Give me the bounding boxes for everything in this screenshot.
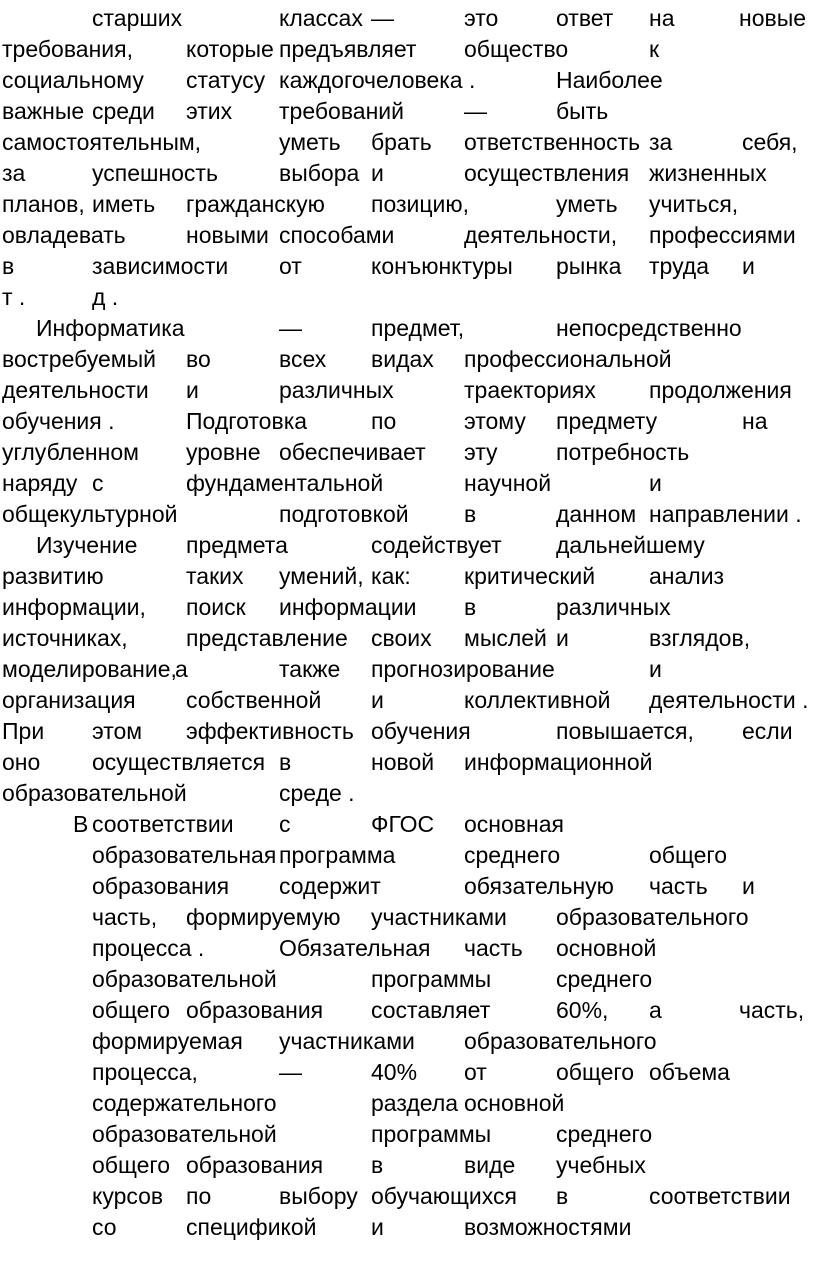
word: 40% — [371, 1059, 418, 1085]
word: составляет — [371, 997, 491, 1023]
text-line — [0, 282, 816, 313]
word: этому — [464, 408, 526, 434]
word: и — [186, 377, 199, 403]
word: новой — [371, 749, 435, 775]
word: в — [371, 1152, 384, 1178]
text-line — [0, 747, 816, 778]
word: источниках, — [2, 625, 128, 651]
word: новые — [739, 5, 807, 31]
word: участниками — [279, 1028, 415, 1054]
word: в — [464, 501, 477, 527]
text-line — [0, 530, 816, 561]
word: важные — [2, 98, 85, 124]
word: процесса, — [92, 1059, 198, 1085]
word: среде . — [279, 780, 355, 806]
word: и — [742, 253, 755, 279]
word: способами — [279, 222, 395, 248]
text-line — [0, 840, 816, 871]
word: старших — [92, 5, 183, 31]
text-line — [0, 1119, 816, 1150]
word: в — [464, 594, 477, 620]
word: с — [279, 811, 291, 837]
word: эффективность — [186, 718, 354, 744]
word: Обязательная — [279, 935, 431, 961]
word: поиск — [186, 594, 246, 620]
word: на — [742, 408, 768, 434]
text-line — [0, 251, 816, 282]
text-line — [0, 1212, 816, 1243]
word: — — [464, 98, 487, 124]
word: общего — [649, 842, 728, 868]
text-line — [0, 964, 816, 995]
word: во — [186, 346, 211, 372]
word: раздела — [371, 1090, 459, 1116]
word: обязательную — [464, 873, 614, 899]
word: — — [371, 5, 394, 31]
text-line — [0, 871, 816, 902]
word: от — [279, 253, 302, 279]
text-line — [0, 778, 816, 809]
word: по — [371, 408, 397, 434]
word: гражданскую — [186, 191, 325, 217]
word: предмета — [186, 532, 288, 558]
word: и — [371, 1214, 384, 1240]
word: потребность — [556, 439, 690, 465]
word: уровне — [186, 439, 261, 465]
word: от — [464, 1059, 487, 1085]
word: различных — [556, 594, 671, 620]
word: образовательной — [92, 1121, 277, 1147]
word: всех — [279, 346, 327, 372]
word: со — [92, 1214, 117, 1240]
word: классах — [279, 5, 363, 31]
word: и — [649, 656, 662, 682]
text-line — [0, 65, 816, 96]
word: обеспечивает — [279, 439, 426, 465]
word: в — [279, 749, 292, 775]
word: себя, — [742, 129, 798, 155]
word: общего — [556, 1059, 635, 1085]
word: подготовкой — [279, 501, 409, 527]
text-line — [0, 623, 816, 654]
word: часть, — [739, 997, 805, 1023]
text-line — [0, 592, 816, 623]
word: соответствии — [92, 811, 234, 837]
word: среди — [92, 98, 155, 124]
word: участниками — [371, 904, 507, 930]
word: содержит — [279, 873, 381, 899]
word: программа — [279, 842, 396, 868]
word: это — [464, 5, 499, 31]
word: 60%, — [556, 997, 609, 1023]
word: уметь — [556, 191, 618, 217]
word: общего — [92, 997, 171, 1023]
text-line — [0, 685, 816, 716]
word: информации, — [2, 594, 146, 620]
word: социальному — [2, 67, 144, 93]
word: программы — [371, 966, 492, 992]
word: и — [371, 687, 384, 713]
word: формируемая — [92, 1028, 243, 1054]
word: образовательная — [92, 842, 277, 868]
word: образовательной — [2, 780, 187, 806]
word: в — [556, 1183, 569, 1209]
word: и — [742, 873, 755, 899]
word: профессиональной — [464, 346, 672, 372]
text-line — [0, 933, 816, 964]
word: позицию, — [371, 191, 470, 217]
word: д . — [92, 284, 119, 310]
word: за — [2, 160, 26, 186]
word: как: — [371, 563, 411, 589]
text-line — [0, 344, 816, 375]
word: т . — [2, 284, 26, 310]
word: курсов — [92, 1183, 164, 1209]
word: статусу — [186, 67, 266, 93]
word: данном — [556, 501, 637, 527]
word: эту — [464, 439, 498, 465]
word: этих — [186, 98, 233, 124]
word: моделирование, — [2, 656, 177, 682]
word: образования — [92, 873, 230, 899]
word: возможностями — [464, 1214, 632, 1240]
word: обучения — [371, 718, 471, 744]
word: формируемую — [186, 904, 341, 930]
text-line — [0, 220, 816, 251]
word: оно — [2, 749, 41, 775]
text-line — [0, 437, 816, 468]
word: организация — [2, 687, 136, 713]
word: траекториях — [464, 377, 596, 403]
word: к — [649, 36, 660, 62]
word: быть — [556, 98, 609, 124]
word: различных — [279, 377, 394, 403]
word: умений, — [279, 563, 364, 589]
word: объема — [649, 1059, 730, 1085]
word: продолжения — [649, 377, 792, 403]
word: образовательной — [92, 966, 277, 992]
word: часть, — [92, 904, 158, 930]
word: углубленном — [2, 439, 139, 465]
word: мыслей — [464, 625, 547, 651]
word: брать — [371, 129, 432, 155]
text-line — [0, 809, 816, 840]
word: и — [371, 160, 384, 186]
word: направлении . — [649, 501, 802, 527]
word: профессиями — [649, 222, 796, 248]
word: повышается, — [556, 718, 694, 744]
word: образовательного — [464, 1028, 657, 1054]
word: жизненных — [649, 160, 767, 186]
text-line — [0, 3, 816, 34]
word: деятельности, — [464, 222, 618, 248]
word: рынка — [556, 253, 622, 279]
word: Наиболее — [556, 67, 663, 93]
word: обучающихся — [371, 1183, 517, 1209]
word: предмет, — [371, 315, 465, 341]
word: выбору — [279, 1183, 358, 1209]
word: на — [649, 5, 675, 31]
word: виде — [464, 1152, 516, 1178]
word: предмету — [556, 408, 658, 434]
word: наряду — [2, 470, 78, 496]
text-line — [0, 96, 816, 127]
word: зависимости — [92, 253, 229, 279]
word: деятельности . — [649, 687, 809, 713]
word: обучения . — [2, 408, 115, 434]
word: которые — [186, 36, 274, 62]
text-line — [0, 189, 816, 220]
word: требований — [279, 98, 404, 124]
word: уметь — [279, 129, 341, 155]
word: востребуемый — [2, 346, 157, 372]
word: новыми — [186, 222, 269, 248]
word: осуществления — [464, 160, 630, 186]
word: конъюнктуры — [371, 253, 513, 279]
word: в — [2, 253, 15, 279]
text-line — [0, 313, 816, 344]
word: прогнозирование — [371, 656, 555, 682]
word: среднего — [556, 1121, 653, 1147]
word: требования, — [2, 36, 133, 62]
word: непосредственно — [556, 315, 742, 341]
text-line — [0, 1026, 816, 1057]
word: часть — [649, 873, 708, 899]
text-line — [0, 406, 816, 437]
text-line — [0, 1088, 816, 1119]
text-line — [0, 1057, 816, 1088]
word: информационной — [464, 749, 653, 775]
word: общество — [464, 36, 569, 62]
word: труда — [649, 253, 710, 279]
word: программы — [371, 1121, 492, 1147]
text-line — [0, 561, 816, 592]
text-line — [0, 995, 816, 1026]
word: деятельности — [2, 377, 149, 403]
word: самостоятельным, — [2, 129, 202, 155]
word: также — [279, 656, 341, 682]
word: содействует — [371, 532, 502, 558]
word: образования — [186, 1152, 324, 1178]
word: Информатика — [36, 315, 185, 341]
word: успешность — [92, 160, 218, 186]
word: и — [649, 470, 662, 496]
word: спецификой — [186, 1214, 317, 1240]
word: взглядов, — [649, 625, 751, 651]
word: информации — [279, 594, 417, 620]
word: коллективной — [464, 687, 611, 713]
word: содержательного — [92, 1090, 277, 1116]
text-line — [0, 1150, 816, 1181]
text-line — [0, 158, 816, 189]
text-line — [0, 499, 816, 530]
word: основная — [464, 811, 564, 837]
word: ответ — [556, 5, 614, 31]
word: видах — [371, 346, 434, 372]
word: среднего — [556, 966, 653, 992]
word: Изучение — [36, 532, 138, 558]
word: овладевать — [2, 222, 126, 248]
word: образовательного — [556, 904, 749, 930]
word: — — [279, 1059, 302, 1085]
word: образования — [186, 997, 324, 1023]
word: соответствии — [649, 1183, 791, 1209]
text-line — [0, 34, 816, 65]
word: ФГОС — [371, 811, 435, 837]
word: осуществляется — [92, 749, 266, 775]
word: критический — [464, 563, 596, 589]
text-line — [0, 375, 816, 406]
word: основной — [556, 935, 657, 961]
word: человека . — [364, 67, 476, 93]
word: При — [2, 718, 45, 744]
word: среднего — [464, 842, 561, 868]
word: ответственность — [464, 129, 641, 155]
word: а — [175, 656, 188, 682]
word: учиться, — [649, 191, 739, 217]
word: учебных — [556, 1152, 646, 1178]
word: с — [92, 470, 104, 496]
text-line — [0, 716, 816, 747]
word: — — [279, 315, 302, 341]
word: научной — [464, 470, 552, 496]
word: процесса . — [92, 935, 205, 961]
text-line — [0, 1181, 816, 1212]
word: общекультурной — [2, 501, 178, 527]
word: таких — [186, 563, 244, 589]
word: планов, — [2, 191, 85, 217]
word: В — [73, 811, 89, 837]
word: анализ — [649, 563, 725, 589]
word: развитию — [2, 563, 104, 589]
word: фундаментальной — [186, 470, 384, 496]
word: общего — [92, 1152, 171, 1178]
word: собственной — [186, 687, 322, 713]
word: основной — [464, 1090, 565, 1116]
word: этом — [92, 718, 143, 744]
text-line — [0, 902, 816, 933]
word: выбора — [279, 160, 360, 186]
text-line — [0, 127, 816, 158]
word: а — [649, 997, 662, 1023]
word: представление — [186, 625, 348, 651]
word: своих — [371, 625, 432, 651]
text-line — [0, 468, 816, 499]
word: дальнейшему — [556, 532, 705, 558]
word: за — [649, 129, 673, 155]
word: предъявляет — [279, 36, 417, 62]
word: Подготовка — [186, 408, 308, 434]
word: иметь — [92, 191, 156, 217]
text-line — [0, 654, 816, 685]
word: часть — [464, 935, 523, 961]
word: и — [556, 625, 569, 651]
word: каждого — [279, 67, 365, 93]
word: если — [742, 718, 793, 744]
word: по — [186, 1183, 212, 1209]
